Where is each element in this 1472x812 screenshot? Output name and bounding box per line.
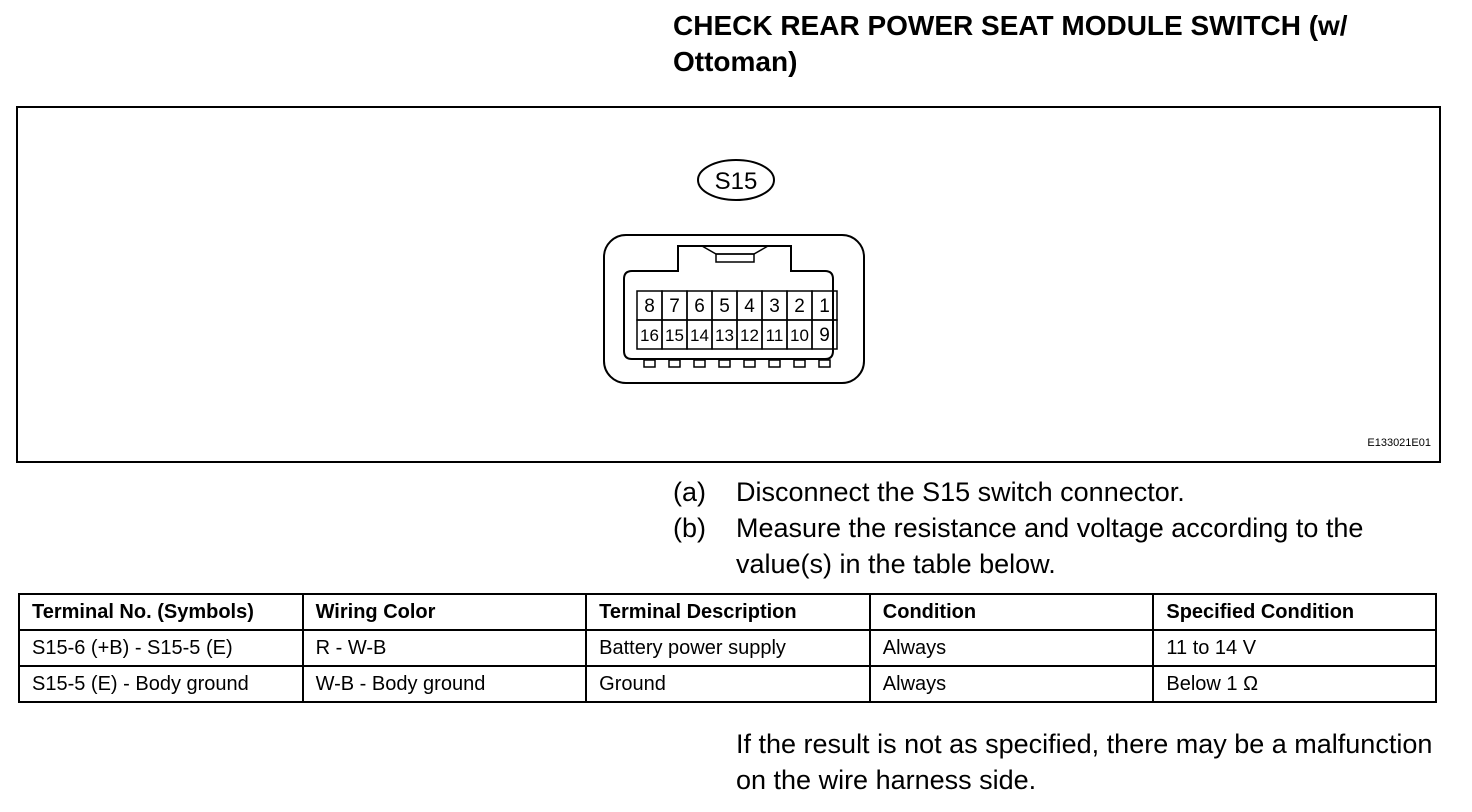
table-row bbox=[19, 666, 1436, 702]
table-cell: S15-6 (+B) - S15-5 (E) bbox=[19, 630, 303, 666]
connector-label: S15 bbox=[714, 168, 758, 195]
terminal-number: 8 bbox=[644, 296, 655, 317]
terminal-pin bbox=[719, 360, 730, 367]
table-row bbox=[19, 630, 1436, 666]
pin-row bbox=[644, 360, 830, 367]
table-header-row bbox=[19, 594, 1436, 630]
table-cell: S15-5 (E) - Body ground bbox=[19, 666, 303, 702]
terminal-number: 11 bbox=[765, 326, 784, 345]
column-header: Terminal Description bbox=[586, 594, 870, 630]
terminal-number: 4 bbox=[744, 296, 755, 317]
terminal-number: 5 bbox=[719, 296, 730, 317]
terminal-number: 1 bbox=[819, 296, 830, 317]
table-cell: Ground bbox=[586, 666, 870, 702]
step-key: (b) bbox=[673, 513, 706, 543]
connector-figure bbox=[16, 106, 1441, 463]
terminal-pin bbox=[644, 360, 655, 367]
result-note: If the result is not as specified, there may be a malfunction on the wire harness side. bbox=[736, 729, 1433, 795]
connector-latch-tab bbox=[716, 254, 754, 262]
terminal-number: 16 bbox=[640, 326, 659, 345]
table-cell: 11 to 14 V bbox=[1153, 630, 1436, 666]
terminal-number: 2 bbox=[794, 296, 805, 317]
terminal-pin bbox=[769, 360, 780, 367]
terminal-pin bbox=[744, 360, 755, 367]
terminal-number: 3 bbox=[769, 296, 780, 317]
terminal-number: 15 bbox=[665, 326, 684, 345]
connector-latch bbox=[702, 246, 768, 254]
step-key: (a) bbox=[673, 477, 706, 507]
terminal-pin bbox=[694, 360, 705, 367]
terminal-number: 6 bbox=[694, 296, 705, 317]
terminal-pin bbox=[794, 360, 805, 367]
column-header: Terminal No. (Symbols) bbox=[19, 594, 303, 630]
column-header: Specified Condition bbox=[1153, 594, 1436, 630]
terminal-number: 12 bbox=[740, 326, 759, 345]
terminal-pin bbox=[669, 360, 680, 367]
terminal-grid bbox=[637, 291, 837, 349]
table-cell: Battery power supply bbox=[586, 630, 870, 666]
table-cell: Always bbox=[870, 630, 1154, 666]
step-text: Disconnect the S15 switch connector. bbox=[736, 477, 1185, 507]
column-header: Wiring Color bbox=[303, 594, 587, 630]
step-b bbox=[673, 510, 1433, 582]
table-cell: Below 1 Ω bbox=[1153, 666, 1436, 702]
terminal-number: 9 bbox=[819, 325, 830, 346]
table-cell: Always bbox=[870, 666, 1154, 702]
column-header: Condition bbox=[870, 594, 1154, 630]
figure-id: E133021E01 bbox=[1367, 437, 1431, 449]
connector-diagram bbox=[18, 108, 1439, 461]
terminal-pin bbox=[819, 360, 830, 367]
terminal-number: 10 bbox=[790, 326, 809, 345]
page-title: CHECK REAR POWER SEAT MODULE SWITCH (w/ Ottoman) bbox=[673, 10, 1348, 77]
procedure-steps bbox=[673, 474, 1433, 582]
table-cell: R - W-B bbox=[303, 630, 587, 666]
terminal-number: 13 bbox=[715, 326, 734, 345]
step-a bbox=[673, 474, 1433, 510]
table-cell: W-B - Body ground bbox=[303, 666, 587, 702]
terminal-number: 14 bbox=[690, 326, 709, 345]
spec-table bbox=[18, 593, 1437, 703]
terminal-number: 7 bbox=[669, 296, 680, 317]
step-text: Measure the resistance and voltage according to the value(s) in the table below. bbox=[736, 513, 1364, 579]
